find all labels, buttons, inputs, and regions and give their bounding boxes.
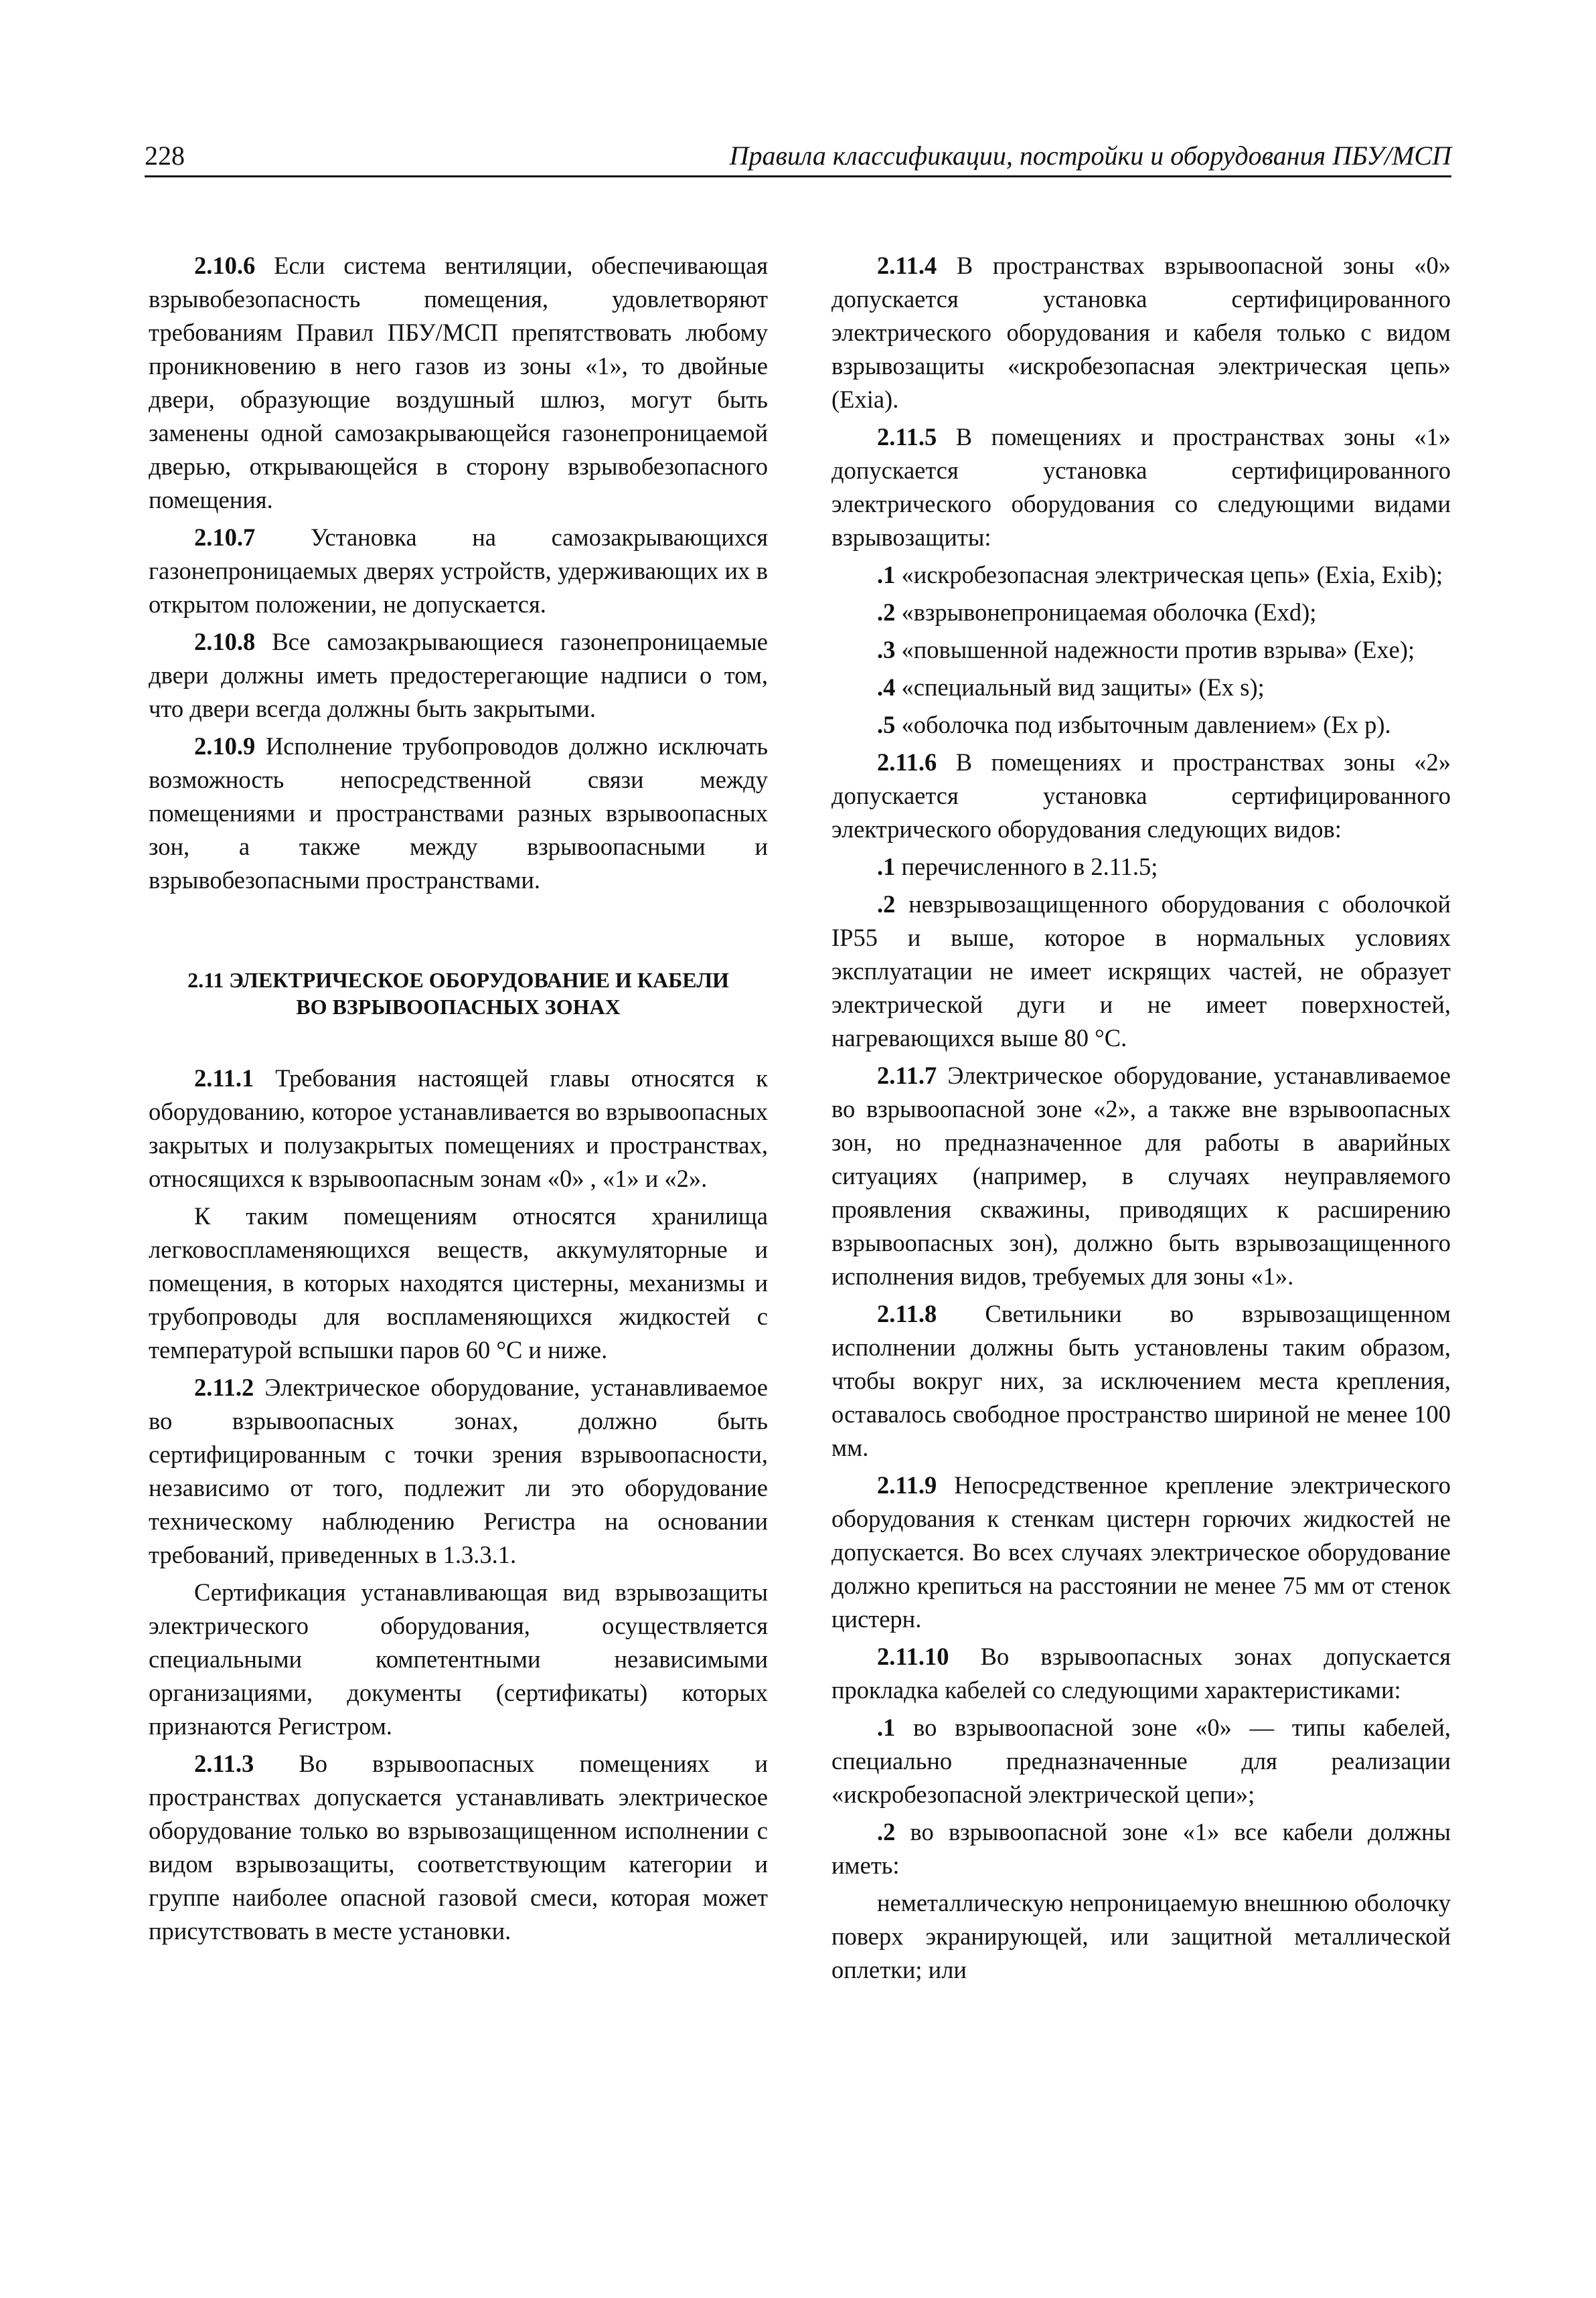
paragraph: [149, 249, 768, 517]
paragraph-text: Во взрывоопасных зонах допускается прокладка кабелей со следующими характеристиками:: [831, 1643, 1451, 1704]
list-item: [831, 1815, 1451, 1882]
clause-number: 2.11.8: [877, 1300, 937, 1327]
item-number: .2: [877, 598, 896, 626]
paragraph-text: «оболочка под избыточным давлением» (Ex p).: [895, 711, 1391, 738]
clause-number: 2.11.1: [194, 1064, 254, 1092]
clause-number: 2.11.9: [877, 1471, 937, 1499]
clause-number: 2.11.2: [194, 1374, 254, 1401]
paragraph-text: Исполнение трубопроводов должно исключать возможность непосредственной связи между помещениями и пространствами разных взрывоопасных зон, а также между взрывоопасными и взрывобезопасными пространствами.: [149, 732, 768, 894]
paragraph-text: В пространствах взрывоопасной зоны «0» допускается установка сертифицированного электрического оборудования и кабеля только с видом взрывозащиты «искробезопасная электрическая цепь» (Exia).: [831, 252, 1451, 413]
list-item: [831, 671, 1451, 704]
item-number: .1: [877, 561, 896, 588]
paragraph: [831, 1059, 1451, 1293]
list-item: [831, 558, 1451, 592]
paragraph-text: Все самозакрывающиеся газонепроницаемые двери должны иметь предостерегающие надписи о том, что двери всегда должны быть закрытыми.: [149, 628, 768, 722]
paragraph: [149, 730, 768, 897]
paragraph-text: Требования настоящей главы относятся к оборудованию, которое устанавливается во взрывоопасных закрытых и полузакрытых помещениях и пространствах, относящихся к взрывоопасным зонам «0» , «1» и «2».: [149, 1064, 768, 1192]
item-number: .5: [877, 711, 896, 738]
section-heading-line: 2.11 ЭЛЕКТРИЧЕСКОЕ ОБОРУДОВАНИЕ И КАБЕЛИ: [187, 968, 729, 992]
item-number: .4: [877, 673, 896, 701]
paragraph: [831, 420, 1451, 554]
clause-number: 2.10.7: [194, 523, 256, 551]
paragraph-text: перечисленного в 2.11.5;: [895, 853, 1158, 880]
paragraph-text: Светильники во взрывозащищенном исполнении должны быть установлены таким образом, чтобы вокруг них, за исключением места крепления, оставалось свободное пространство шириной не менее 100 мм.: [831, 1300, 1451, 1461]
clause-number: 2.11.4: [877, 252, 937, 279]
clause-number: 2.11.6: [877, 748, 937, 776]
paragraph: [149, 1062, 768, 1196]
paragraph-text: Во взрывоопасных помещениях и пространствах допускается устанавливать электрическое оборудование только во взрывозащищенном исполнении с видом взрывозащиты, соответствующим категории и группе наиболее опасной газовой смеси, которая может присутствовать в месте установки.: [149, 1750, 768, 1945]
paragraph: [149, 1747, 768, 1948]
clause-number: 2.10.6: [194, 252, 256, 279]
paragraph: [831, 1469, 1451, 1636]
paragraph: [831, 1886, 1451, 1987]
paragraph-text: В помещениях и пространствах зоны «1» допускается установка сертифицированного электрического оборудования со следующими видами взрывозащиты:: [831, 423, 1451, 551]
paragraph: [149, 521, 768, 621]
clause-number: 2.11.3: [194, 1750, 254, 1777]
paragraph-text: Если система вентиляции, обеспечивающая взрывобезопасность помещения, удовлетворяют требованиям Правил ПБУ/МСП препятствовать любому проникновению в него газов из зоны «1», то двойные двери, образующие воздушный шлюз, могут быть заменены одной самозакрывающейся газонепроницаемой дверью, открывающейся в сторону взрывобезопасного помещения.: [149, 252, 768, 513]
paragraph-text: «специальный вид защиты» (Ex s);: [895, 673, 1265, 701]
item-number: .1: [877, 853, 896, 880]
clause-number: 2.11.5: [877, 423, 937, 450]
clause-number: 2.10.9: [194, 732, 256, 760]
list-item: [831, 633, 1451, 667]
clause-number: 2.10.8: [194, 628, 256, 655]
paragraph-text: В помещениях и пространствах зоны «2» допускается установка сертифицированного электрического оборудования следующих видов:: [831, 748, 1451, 843]
paragraph-text: Электрическое оборудование, устанавливаемое во взрывоопасных зонах, должно быть сертифицированным с точки зрения взрывоопасности, независимо от того, подлежит ли это оборудование техническому наблюдению Регистра на основании требований, приведенных в 1.3.3.1.: [149, 1374, 768, 1568]
paragraph-text: К таким помещениям относятся хранилища легковоспламеняющихся веществ, аккумуляторные и помещения, в которых находятся цистерны, механизмы и трубопроводы для воспламеняющихся жидкостей с температурой вспышки паров 60 °С и ниже.: [149, 1202, 768, 1364]
item-number: .3: [877, 636, 896, 663]
paragraph: [831, 249, 1451, 416]
list-item: [831, 1711, 1451, 1811]
paragraph-text: Сертификация устанавливающая вид взрывозащиты электрического оборудования, осуществляется специальными компетентными независимыми организациями, документы (сертификаты) которых признаются Регистром.: [149, 1578, 768, 1740]
page-header: [145, 134, 1451, 177]
clause-number: 2.11.7: [877, 1062, 937, 1089]
list-item: [831, 850, 1451, 884]
paragraph-text: Установка на самозакрывающихся газонепроницаемых дверях устройств, удерживающих их в открытом положении, не допускается.: [149, 523, 768, 618]
paragraph-text: Непосредственное крепление электрического оборудования к стенкам цистерн горючих жидкостей не допускается. Во всех случаях электрическое оборудование должно крепиться на расстоянии не менее 75 мм от стенок цистерн.: [831, 1471, 1451, 1633]
paragraph: [831, 746, 1451, 846]
paragraph-text: во взрывоопасной зоне «1» все кабели должны иметь:: [831, 1818, 1451, 1879]
section-heading-line: ВО ВЗРЫВООПАСНЫХ ЗОНАХ: [296, 995, 621, 1019]
paragraph: [149, 1576, 768, 1743]
running-title: Правила классификации, постройки и оборудования ПБУ/МСП: [729, 141, 1451, 171]
paragraph-text: «искробезопасная электрическая цепь» (Exia, Exib);: [895, 561, 1443, 588]
paragraph: [831, 1297, 1451, 1465]
paragraph-text: невзрывозащищенного оборудования с оболочкой IP55 и выше, которое в нормальных условиях эксплуатации не имеет искрящих частей, не образует электрической дуги и не имеет поверхностей, нагревающихся выше 80 °С.: [831, 890, 1451, 1052]
paragraph: [831, 1640, 1451, 1707]
section-heading: [149, 967, 768, 1020]
item-number: .1: [877, 1714, 896, 1741]
list-item: [831, 596, 1451, 629]
item-number: .2: [877, 890, 896, 918]
paragraph-text: «повышенной надежности против взрыва» (Exe);: [895, 636, 1415, 663]
paragraph: [149, 625, 768, 726]
clause-number: 2.11.10: [877, 1643, 949, 1670]
paragraph: [149, 1200, 768, 1367]
item-number: .2: [877, 1818, 896, 1845]
right-column: [831, 249, 1451, 1987]
paragraph-text: Электрическое оборудование, устанавливаемое во взрывоопасной зоне «2», а также вне взрывоопасных зон, но предназначенное для работы в аварийных ситуациях (например, в случаях неуправляемого проявления скважины, приводящих к расширению взрывоопасных зон), должно быть взрывозащищенного исполнения видов, требуемых для зоны «1».: [831, 1062, 1451, 1290]
left-column: [149, 249, 768, 1948]
paragraph-text: неметаллическую непроницаемую внешнюю оболочку поверх экранирующей, или защитной металлической оплетки; или: [831, 1889, 1451, 1983]
paragraph-text: «взрывонепроницаемая оболочка (Exd);: [895, 598, 1317, 626]
paragraph-text: во взрывоопасной зоне «0» — типы кабелей, специально предназначенные для реализации «искробезопасной электрической цепи»;: [831, 1714, 1451, 1808]
paragraph: [149, 1371, 768, 1572]
list-item: [831, 708, 1451, 742]
list-item: [831, 888, 1451, 1055]
page-number: 228: [145, 141, 185, 171]
